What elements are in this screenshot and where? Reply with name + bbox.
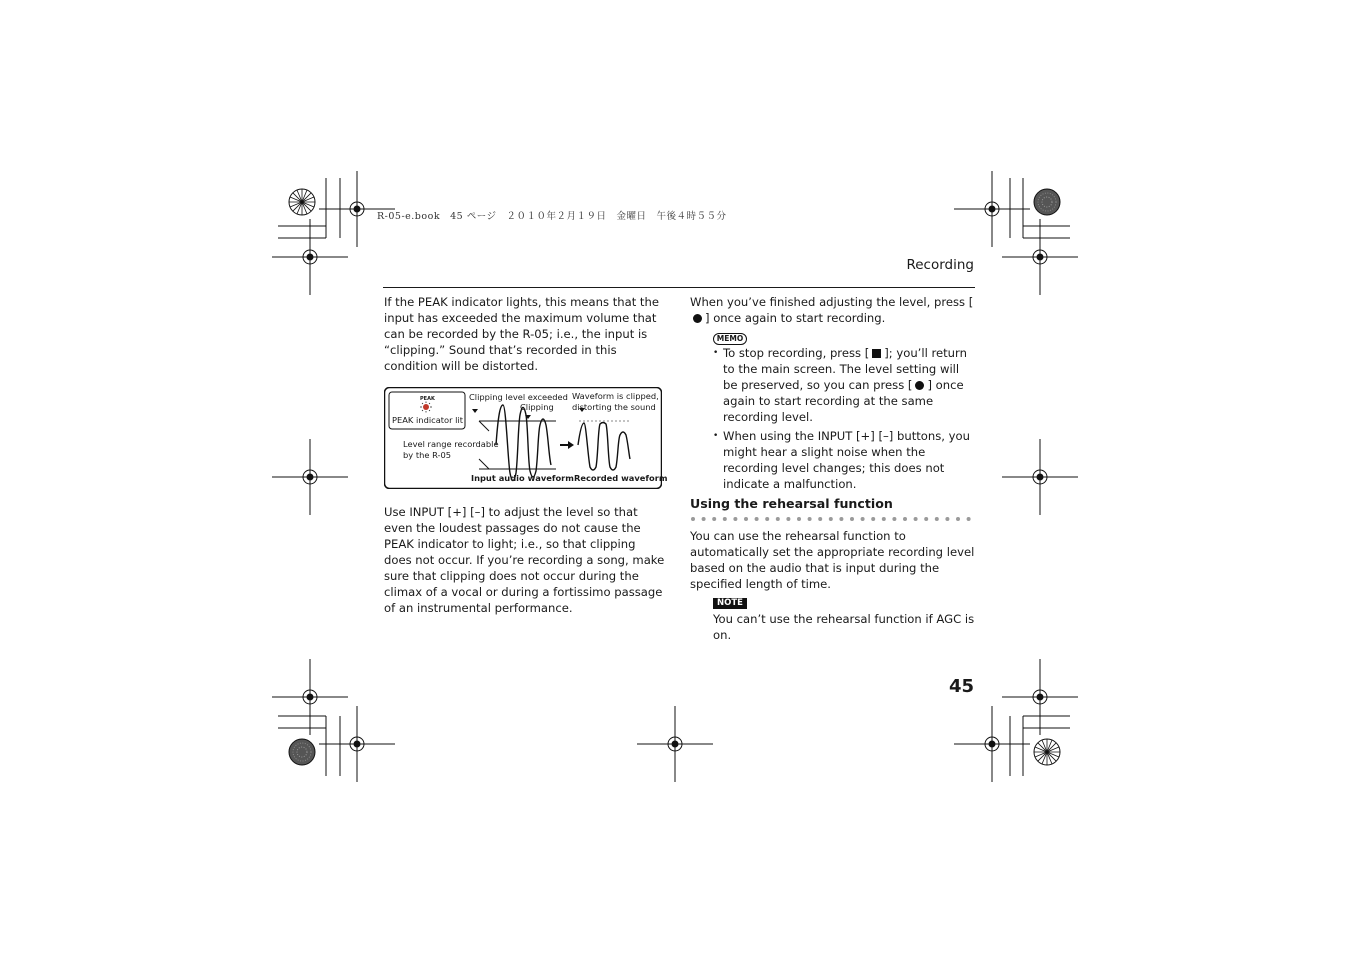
peak-lit-label: PEAK indicator lit	[392, 415, 464, 425]
peak-label: PEAK	[420, 396, 435, 402]
rule-dot	[723, 517, 727, 521]
rule-dot	[903, 517, 907, 521]
record-icon	[915, 381, 924, 390]
rule-dot	[861, 517, 865, 521]
rule-dot	[882, 517, 886, 521]
clipping-exceeded-label: Clipping level exceeded	[469, 392, 568, 402]
rule-dot	[924, 517, 928, 521]
section-title: Recording	[906, 257, 974, 273]
recorded-waveform-label: Recorded waveform	[574, 473, 668, 483]
rule-dot	[776, 517, 780, 521]
rule-dot	[956, 517, 960, 521]
rule-dot	[839, 517, 843, 521]
rule-dot	[829, 517, 833, 521]
level-range-label-1: Level range recordable	[403, 439, 499, 449]
note-badge: NOTE	[713, 598, 747, 609]
memo-list	[713, 345, 975, 492]
start-recording-text-b: ] once again to start recording.	[705, 311, 886, 325]
rule-dot	[744, 517, 748, 521]
stop-icon	[872, 349, 881, 358]
note-text: You can’t use the rehearsal function if AGC is on.	[713, 612, 975, 642]
memo-item-stop	[713, 345, 975, 425]
rule-dot	[797, 517, 801, 521]
print-metadata: R-05-e.book 45 ページ ２０１０年２月１９日 金曜日 午後４時５５分	[377, 211, 727, 222]
rule-dot	[914, 517, 918, 521]
waveform-clipped-label-2: distorting the sound	[572, 402, 656, 412]
adjust-level-instructions: Use INPUT [+] [–] to adjust the level so that even the loudest passages do not cause the PEAK indicator to light; i.e., so that clipping does not occur. If you’re recording a song, make sure that clipping does not occur during the climax of a vocal or during a fortissimo passage of an instrumental performance.	[384, 505, 665, 615]
level-range-label-2: by the R-05	[403, 450, 452, 460]
memo-item-stop-text-c: ] once again to start recording at the same recording level.	[723, 378, 964, 424]
rule-dot	[945, 517, 949, 521]
rehearsal-description: You can use the rehearsal function to automatically set the appropriate recording level based on the audio that is input during the specified length of time.	[690, 529, 975, 591]
header-rule	[383, 287, 975, 288]
rule-dot	[733, 517, 737, 521]
rule-dot	[786, 517, 790, 521]
rule-dot	[765, 517, 769, 521]
rule-dot	[892, 517, 896, 521]
rehearsal-heading: Using the rehearsal function	[690, 496, 893, 511]
record-icon	[693, 314, 702, 323]
memo-badge: MEMO	[713, 333, 747, 345]
peak-explanation: If the PEAK indicator lights, this means that the input has exceeded the maximum volume that can be recorded by the R-05; i.e., the input is “clipping.” Sound that’s recorded in this condition will be distorted.	[384, 295, 659, 373]
clipping-label: Clipping	[520, 402, 554, 412]
clipping-figure	[384, 387, 668, 489]
memo-item-noise	[713, 428, 975, 492]
rule-dot	[935, 517, 939, 521]
rule-dot	[702, 517, 706, 521]
rule-dot	[850, 517, 854, 521]
rule-dot	[818, 517, 822, 521]
input-waveform-label: Input audio waveform	[471, 473, 574, 483]
rule-dot	[808, 517, 812, 521]
rule-dot	[967, 517, 971, 521]
page-number: 45	[948, 676, 974, 697]
memo-item-stop-text-a: To stop recording, press [	[723, 346, 870, 360]
rule-dot	[871, 517, 875, 521]
waveform-clipped-label-1: Waveform is clipped,	[572, 391, 659, 401]
memo-item-noise-text: When using the INPUT [+] [–] buttons, you might hear a slight noise when the recording level changes; this does not indicate a malfunction.	[723, 429, 970, 491]
start-recording-instruction	[690, 294, 975, 326]
rule-dot	[755, 517, 759, 521]
start-recording-text-a: When you’ve finished adjusting the level, press [	[690, 295, 974, 309]
heading-dotted-rule	[690, 512, 975, 526]
rule-dot	[691, 517, 695, 521]
memo-item-stop-text-b: ]; you’ll return to the main screen. The level setting will be preserved, so you can press [	[723, 346, 967, 392]
rule-dot	[712, 517, 716, 521]
